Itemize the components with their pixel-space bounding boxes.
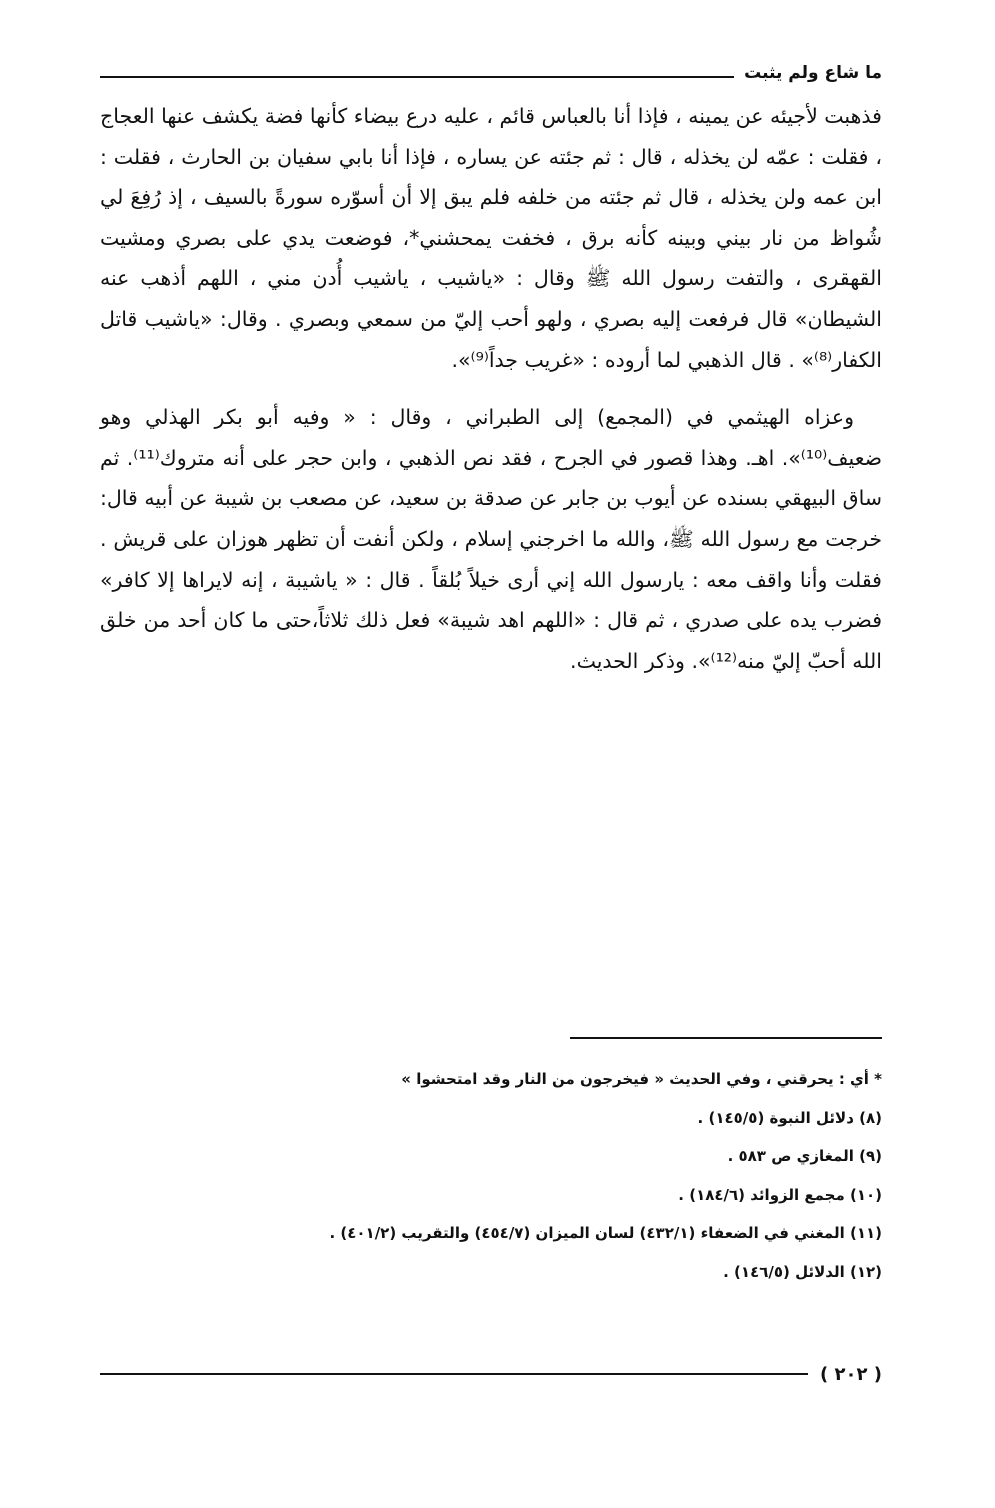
footnotes (100, 1060, 882, 1291)
footer-rule (100, 1373, 808, 1375)
footnote: (١١) المغني في الضعفاء (٤٣٢/١) لسان الميزان (٤٥٤/٧) والتقريب (٤٠١/٢) . (329, 1224, 882, 1242)
footnote: * أي : يحرقني ، وفي الحديث « فيخرجون من النار وقد امتحشوا » (401, 1070, 882, 1088)
page-header (100, 58, 882, 88)
footnote-separator (570, 1037, 882, 1039)
paragraph: وعزاه الهيثمي في (المجمع) إلى الطبراني ، وقال : « وفيه أبو بكر الهذلي وهو ضعيف⁽¹⁰⁾». اهـ. وهذا قصور في الجرح ، فقد نص الذهبي ، وابن حجر على أنه متروك⁽¹¹⁾. ثم ساق البيهقي بسنده عن أيوب بن جابر عن صدقة بن سعيد، عن مصعب بن شيبة عن أبيه قال: خرجت مع رسول الله ﷺ، والله ما اخرجني إسلام ، ولكن أنفت أن تظهر هوزان على قريش . فقلت وأنا واقف معه : يارسول الله إني أرى خيلاً بُلقاً . قال : « ياشيبة ، إنه لايراها إلا كافر» فضرب يده على صدري ، ثم قال : «اللهم اهد شيبة» فعل ذلك ثلاثاً،حتى ما كان أحد من خلق الله أحبّ إليّ منه⁽¹²⁾». وذكر الحديث. (100, 405, 882, 673)
footnote: (١٠) مجمع الزوائد (١٨٤/٦) . (678, 1185, 882, 1204)
footnote: (٩) المغازي ص ٥٨٣ . (727, 1147, 882, 1165)
header-rule (100, 76, 734, 78)
footnote: (١٢) الدلائل (١٤٦/٥) . (723, 1262, 882, 1281)
page-footer (100, 1356, 882, 1392)
footnote: (٨) دلائل النبوة (١٤٥/٥) . (697, 1108, 882, 1127)
page-number: ( ٢٠٢ ) (820, 1363, 882, 1385)
body-text (100, 96, 882, 681)
paragraph: فذهبت لأجيئه عن يمينه ، فإذا أنا بالعباس قائم ، عليه درع بيضاء كأنها فضة يكشف عنها العجاج ، فقلت : عمّه لن يخذله ، قال : ثم جئته عن يساره ، فإذا أنا بابي سفيان بن الحارث ، فقلت : ابن عمه ولن يخذله ، قال ثم جئته من خلفه فلم يبق إلا أن أسوّره سورةً بالسيف ، إذ رُفِعَ لي شُواظ من نار بيني وبينه كأنه برق ، فخفت يمحشني*، فوضعت يدي على بصري ومشيت القهقرى ، والتفت رسول الله ﷺ وقال : «ياشيب ، ياشيب أُدن مني ، اللهم أذهب عنه الشيطان» قال فرفعت إليه بصري ، ولهو أحب إليّ من سمعي وبصري . وقال: «ياشيب قاتل الكفار⁽⁸⁾» . قال الذهبي لما أروده : «غريب جداً⁽⁹⁾». (100, 104, 882, 372)
running-title: ما شاع ولم يثبت (744, 63, 882, 83)
